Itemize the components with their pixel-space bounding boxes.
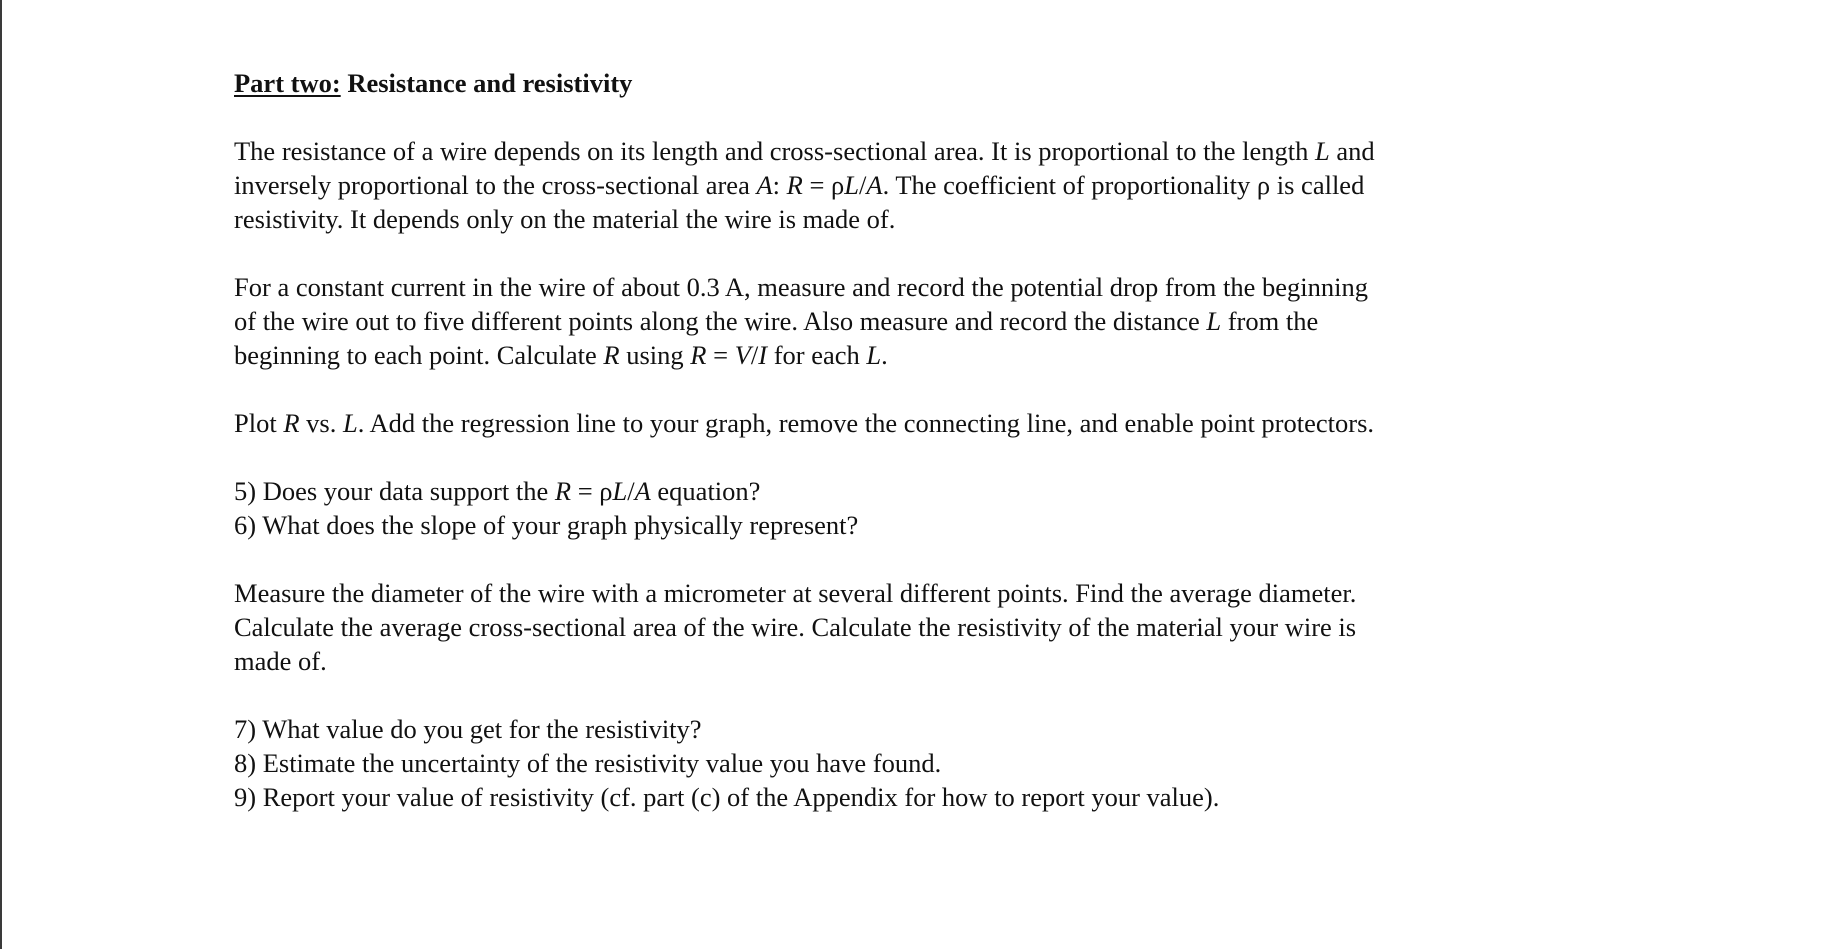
text-line: resistivity. It depends only on the material the wire is made of.: [234, 204, 896, 234]
italic-symbol: R: [603, 340, 620, 370]
paragraph-plot-instructions: [234, 406, 1484, 440]
italic-symbol: L: [844, 170, 860, 200]
italic-symbol: A: [634, 476, 651, 506]
text-line: 9) Report your value of resistivity (cf. part (c) of the Appendix for how to report your value).: [234, 782, 1220, 812]
italic-symbol: L: [1206, 306, 1222, 336]
text-line: For a constant current in the wire of about 0.3 A, measure and record the potential drop from the beginning: [234, 272, 1369, 302]
text-line: inversely proportional to the cross-sectional area A: R = ρL/A. The coefficient of proportionality ρ is called: [234, 170, 1365, 200]
italic-symbol: A: [756, 170, 773, 200]
italic-symbol: R: [554, 476, 572, 506]
italic-symbol: A: [866, 170, 883, 200]
questions-7-9: [234, 712, 1484, 814]
text-line: The resistance of a wire depends on its length and cross-sectional area. It is proportional to the length L and: [234, 136, 1375, 166]
document-content: [234, 66, 1484, 848]
italic-symbol: L: [866, 340, 882, 370]
italic-symbol: V: [734, 340, 751, 370]
section-heading: [234, 66, 1484, 100]
italic-symbol: L: [612, 476, 628, 506]
text-line: of the wire out to five different points along the wire. Also measure and record the distance L from the: [234, 306, 1319, 336]
text-line: 6) What does the slope of your graph physically represent?: [234, 510, 859, 540]
text-line: 7) What value do you get for the resistivity?: [234, 714, 702, 744]
section-heading-title: Resistance and resistivity: [347, 68, 633, 98]
text-line: 8) Estimate the uncertainty of the resistivity value you have found.: [234, 748, 942, 778]
page-left-border: [0, 0, 2, 949]
italic-symbol: R: [786, 170, 803, 200]
text-line: made of.: [234, 646, 327, 676]
questions-5-6: [234, 474, 1484, 542]
text-line: Plot R vs. L. Add the regression line to your graph, remove the connecting line, and enable point protectors.: [234, 408, 1375, 438]
paragraph-resistance-intro: [234, 134, 1484, 236]
section-heading-prefix: Part two:: [234, 68, 341, 98]
italic-symbol: I: [758, 340, 768, 370]
text-line: Calculate the average cross-sectional area of the wire. Calculate the resistivity of the material your wire is: [234, 612, 1357, 642]
paragraph-diameter-measurement: [234, 576, 1484, 678]
italic-symbol: R: [690, 340, 707, 370]
italic-symbol: L: [342, 408, 358, 438]
italic-symbol: R: [283, 408, 300, 438]
italic-symbol: L: [1315, 136, 1330, 166]
text-line: 5) Does your data support the R = ρL/A equation?: [234, 476, 761, 506]
paragraph-measurement-procedure: [234, 270, 1484, 372]
text-line: beginning to each point. Calculate R using R = V/I for each L.: [234, 340, 888, 370]
text-line: Measure the diameter of the wire with a micrometer at several different points. Find the average diameter.: [234, 578, 1357, 608]
